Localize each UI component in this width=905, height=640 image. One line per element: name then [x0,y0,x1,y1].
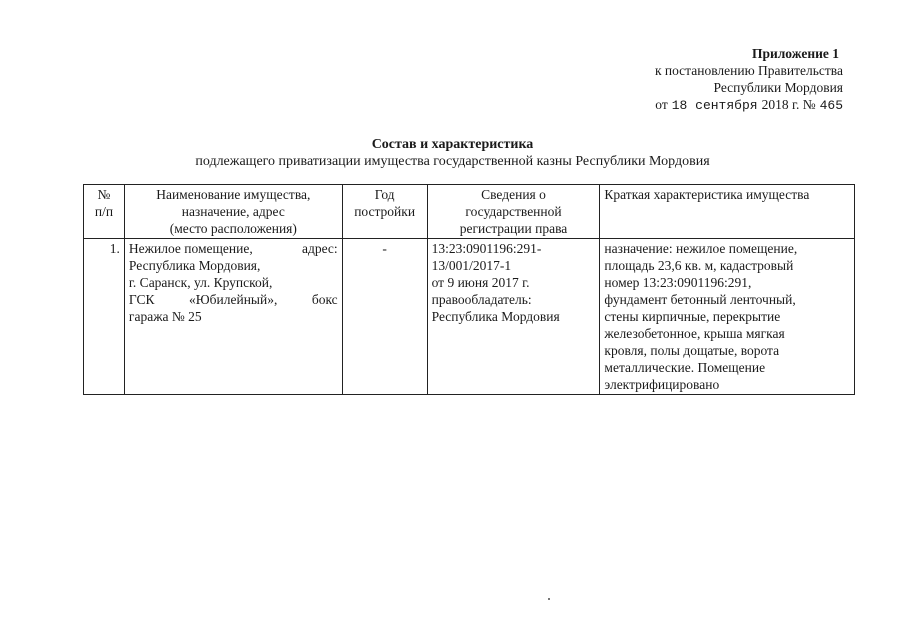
date-value: 18 сентября [671,98,758,113]
document-subtitle: подлежащего приватизации имущества государственной казны Республики Мордовия [195,154,710,169]
scan-speck [548,598,550,600]
cell-characteristics: назначение: нежилое помещение, площадь 23,6 кв. м, кадастровый номер 13:23:0901196:291, фундамент бетонный ленточный, стены кирпичные, перекрытие железобетонное, крыша мягкая кровля, полы дощатые, ворота металлические. Помещение электрифицировано [600,239,855,395]
cell-registration: 13:23:0901196:291- 13/001/2017-1 от 9 июня 2017 г. правообладатель: Республика Мордовия [427,239,600,395]
date-year: 2018 г. № [761,97,816,112]
appendix-date-line [655,96,843,114]
appendix-block [655,45,843,114]
header-registration: Сведения о государственной регистрации права [427,185,600,239]
cell-name: Нежилое помещение, адрес: Республика Мордовия, г. Саранск, ул. Крупской, ГСК «Юбилейный», бокс гаража № 25 [124,239,342,395]
cell-num: 1. [84,239,125,395]
header-characteristics: Краткая характеристика имущества [600,185,855,239]
date-prefix: от [655,97,668,112]
appendix-line-2: Республики Мордовия [713,80,843,95]
table-header-row [84,185,855,239]
document-title: Состав и характеристика [371,137,534,152]
appendix-title: Приложение 1 [751,46,839,61]
table-row [84,239,855,395]
decree-number: 465 [819,98,843,113]
appendix-line-1: к постановлению Правительства [654,63,843,78]
document-heading [0,136,905,170]
header-year: Год постройки [342,185,427,239]
cell-year: - [342,239,427,395]
property-table [83,184,855,395]
header-num: № п/п [84,185,125,239]
header-name: Наименование имущества, назначение, адрес (место расположения) [124,185,342,239]
